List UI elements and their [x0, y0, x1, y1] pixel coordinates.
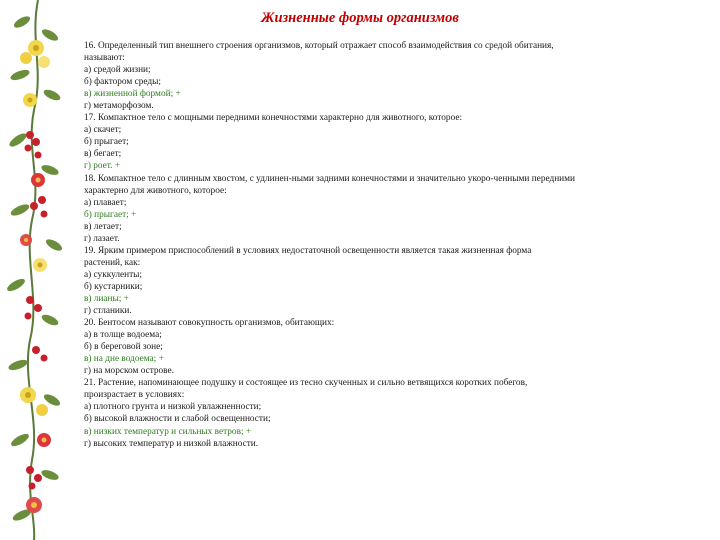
text-line: характерно для животного, которое:	[84, 185, 227, 196]
correct-answer-line: г) роет. +	[84, 161, 121, 172]
page-title: Жизненные формы организмов	[261, 10, 459, 26]
text-line: а) в толще водоема;	[84, 330, 162, 341]
red-blossoms	[20, 173, 51, 513]
text-line: г) лазает.	[84, 233, 120, 244]
text-line: произрастает в условиях:	[84, 390, 185, 401]
floral-border-decoration	[0, 0, 72, 540]
text-line: называют:	[84, 53, 125, 64]
correct-answer-line: б) прыгает; +	[84, 209, 137, 220]
text-line: 20. Бентосом называют совокупность организмов, обитающих:	[84, 318, 335, 329]
correct-answer-line: в) жизненной формой; +	[84, 89, 181, 100]
text-line: б) фактором среды;	[84, 77, 161, 88]
text-line: 18. Компактное тело с длинным хвостом, с удлинен-ными задними конечностями и значительно укоро-ченными передними	[84, 173, 576, 184]
text-line: б) высокой влажности и слабой освещенности;	[84, 414, 271, 425]
correct-answer-line: в) низких температур и сильных ветров; +	[84, 426, 252, 437]
correct-answer-line: в) лианы; +	[84, 293, 129, 304]
question-list	[84, 40, 716, 450]
text-line: растений, как:	[84, 257, 141, 268]
text-line: а) суккуленты;	[84, 269, 142, 280]
text-line: 17. Компактное тело с мощными передними конечностями характерно для животного, которое:	[84, 113, 463, 124]
correct-answer-line: в) на дне водоема; +	[84, 354, 164, 365]
text-line: а) плавает;	[84, 197, 127, 208]
text-line: а) средой жизни;	[84, 65, 151, 76]
text-line: г) стланики.	[84, 306, 132, 317]
text-line: 16. Определенный тип внешнего строения организмов, который отражает способ взаимодействия со средой обитания,	[84, 41, 554, 51]
text-line: в) бегает;	[84, 149, 122, 160]
text-line: б) прыгает;	[84, 137, 129, 148]
text-line: г) высоких температур и низкой влажности.	[84, 438, 259, 449]
text-line: в) летает;	[84, 221, 122, 232]
text-line: г) на морском острове.	[84, 366, 174, 377]
text-line: а) плотного грунта и низкой увлажненности;	[84, 402, 262, 413]
text-line: б) кустарники;	[84, 281, 143, 292]
text-line: б) в береговой зоне;	[84, 342, 163, 353]
text-line: г) метаморфозом.	[84, 101, 154, 112]
text-line: 19. Ярким примером приспособлений в условиях недостаточной освещенности является такая жизненная форма	[84, 245, 532, 256]
text-line: а) скачет;	[84, 125, 122, 136]
text-line: 21. Растение, напоминающее подушку и состоящее из тесно скученных и сильно ветвящихся коротких побегов,	[84, 378, 528, 389]
